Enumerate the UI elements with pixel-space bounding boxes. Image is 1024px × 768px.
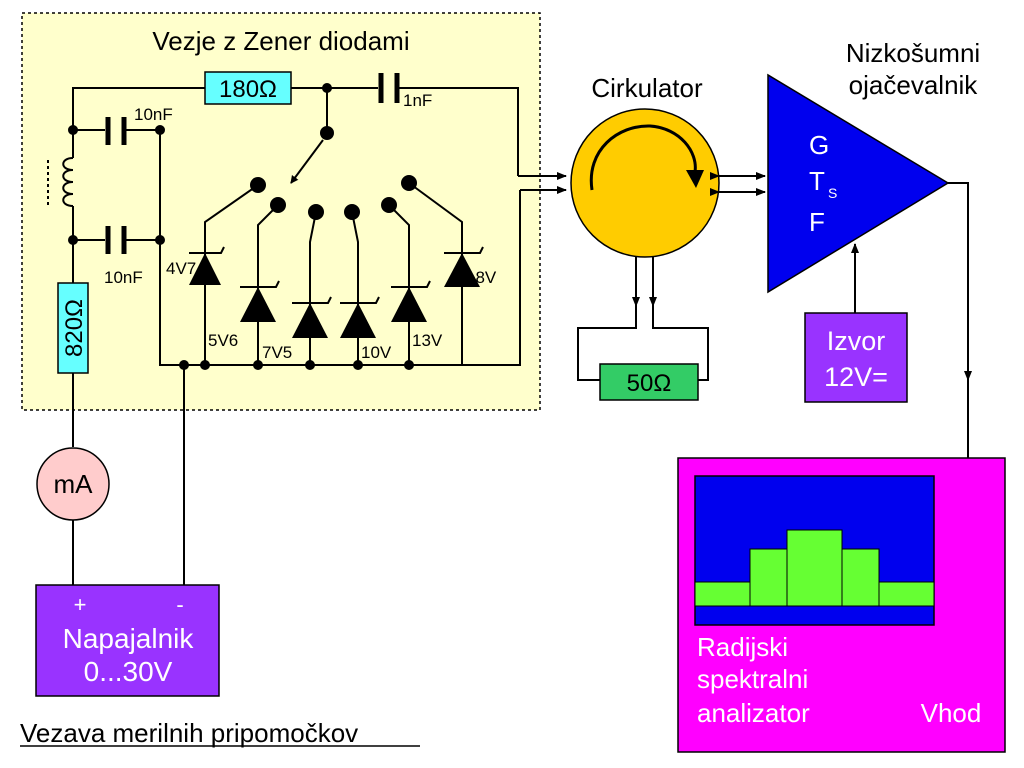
amplifier-noise-figure-label: F [809, 207, 825, 237]
diode-label-7v5: 7V5 [262, 343, 293, 362]
diode-label-5v6: 5V6 [208, 331, 239, 350]
supply-plus-label: + [73, 592, 87, 617]
power-supply [36, 585, 219, 696]
amplifier-title-line2: ojačevalnik [848, 70, 978, 100]
power-source-12v [805, 313, 907, 402]
ammeter-label: mA [53, 469, 93, 499]
amplifier-title-line1: Nizkošumni [845, 38, 981, 68]
analyzer-line2: spektralni [697, 664, 809, 694]
diode-label-18v: 18V [466, 268, 497, 287]
circulator-label: Cirkulator [591, 73, 703, 103]
resistor-820-label: 820Ω [61, 299, 88, 357]
amplifier-noise-temp-label: T [809, 166, 825, 196]
circulator-load-wiring [578, 257, 708, 380]
supply-line1: Napajalnik [62, 623, 194, 654]
supply-minus-label: - [176, 592, 184, 617]
resistor-180-label: 180Ω [219, 76, 277, 103]
circulator-amplifier-arrows [719, 176, 765, 192]
power-source-line1: Izvor [826, 326, 886, 356]
amplifier-noise-temp-subscript: S [828, 185, 838, 201]
supply-line2: 0...30V [83, 656, 173, 687]
zener-box-title: Vezje z Zener diodami [152, 26, 410, 56]
spectrum-analyzer [678, 458, 1005, 752]
circulator [571, 109, 719, 257]
diode-label-13v: 13V [412, 331, 443, 350]
resistor-180 [205, 72, 291, 104]
capacitor-1nf-label: 1nF [403, 91, 433, 110]
capacitor-10nf-lower-label: 10nF [104, 268, 143, 287]
resistor-820 [58, 283, 88, 373]
capacitor-10nf-upper-label: 10nF [134, 105, 173, 124]
low-noise-amplifier [768, 75, 948, 292]
analyzer-line3: analizator [697, 698, 810, 728]
resistor-50-load [600, 364, 698, 400]
diode-label-4v7: 4V7 [166, 259, 197, 278]
diode-label-10v: 10V [361, 343, 392, 362]
figure-caption: Vezava merilnih pripomočkov [20, 718, 359, 748]
ammeter [37, 448, 109, 520]
power-source-line2: 12V= [824, 362, 888, 392]
amplifier-gain-label: G [809, 130, 830, 160]
load-label: 50Ω [626, 370, 672, 397]
analyzer-input-label: Vhod [920, 698, 982, 728]
analyzer-line1: Radijski [697, 632, 789, 662]
